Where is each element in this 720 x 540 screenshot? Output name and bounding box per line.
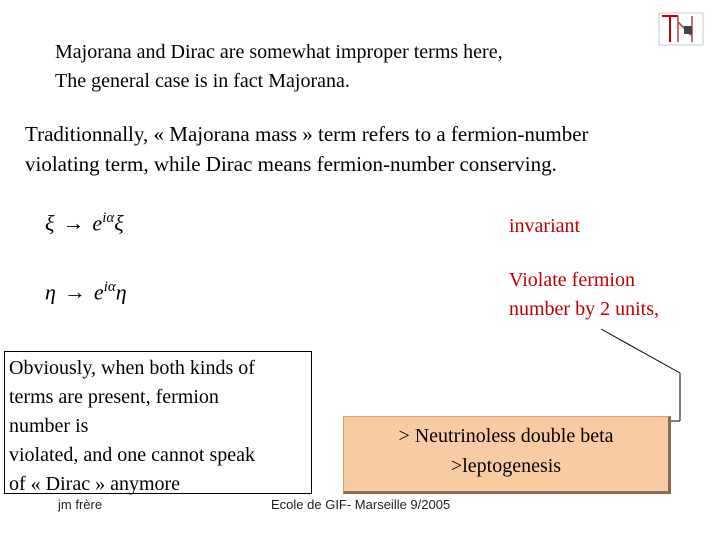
box-line-3: number is xyxy=(9,415,89,437)
box-line-1: Obviously, when both kinds of xyxy=(9,357,255,379)
eq1-field: ξ xyxy=(45,210,55,236)
callout-line-1: > Neutrinoless double beta xyxy=(398,425,614,447)
violate-line-2: number by 2 units, xyxy=(509,298,659,320)
footer-author: jm frère xyxy=(58,497,103,512)
footer-event: Ecole de GIF- Marseille 9/2005 xyxy=(271,497,451,512)
eq1-exponent: iα xyxy=(102,210,115,226)
intro-line-1: Majorana and Dirac are somewhat improper terms here, xyxy=(55,41,503,63)
box-line-2: terms are present, fermion xyxy=(9,386,219,408)
box-line-4: violated, and one cannot speak xyxy=(9,444,256,466)
violate-line-1: Violate fermion xyxy=(509,269,635,291)
eq2-exponent: iα xyxy=(103,279,116,295)
box-line-5: of « Dirac » anymore xyxy=(9,473,181,495)
invariant-label: invariant xyxy=(509,215,581,237)
eq2-field: η xyxy=(45,279,56,305)
eq1-result: ξ xyxy=(114,210,124,236)
paragraph-line-2: violating term, while Dirac means fermion-number conserving. xyxy=(25,152,557,176)
eq2-arrow: → xyxy=(63,279,86,305)
eq2-result: η xyxy=(115,279,127,305)
paragraph-line-1: Traditionnally, « Majorana mass » term refers to a fermion-number xyxy=(25,122,589,146)
intro-line-2: The general case is in fact Majorana. xyxy=(55,70,350,92)
obviously-box xyxy=(4,351,312,494)
eq1-arrow: → xyxy=(62,210,85,236)
eq2-base: e xyxy=(93,279,104,305)
eq1-base: e xyxy=(92,210,103,236)
consequences-callout xyxy=(343,416,671,494)
callout-line-2: >leptogenesis xyxy=(450,455,562,477)
